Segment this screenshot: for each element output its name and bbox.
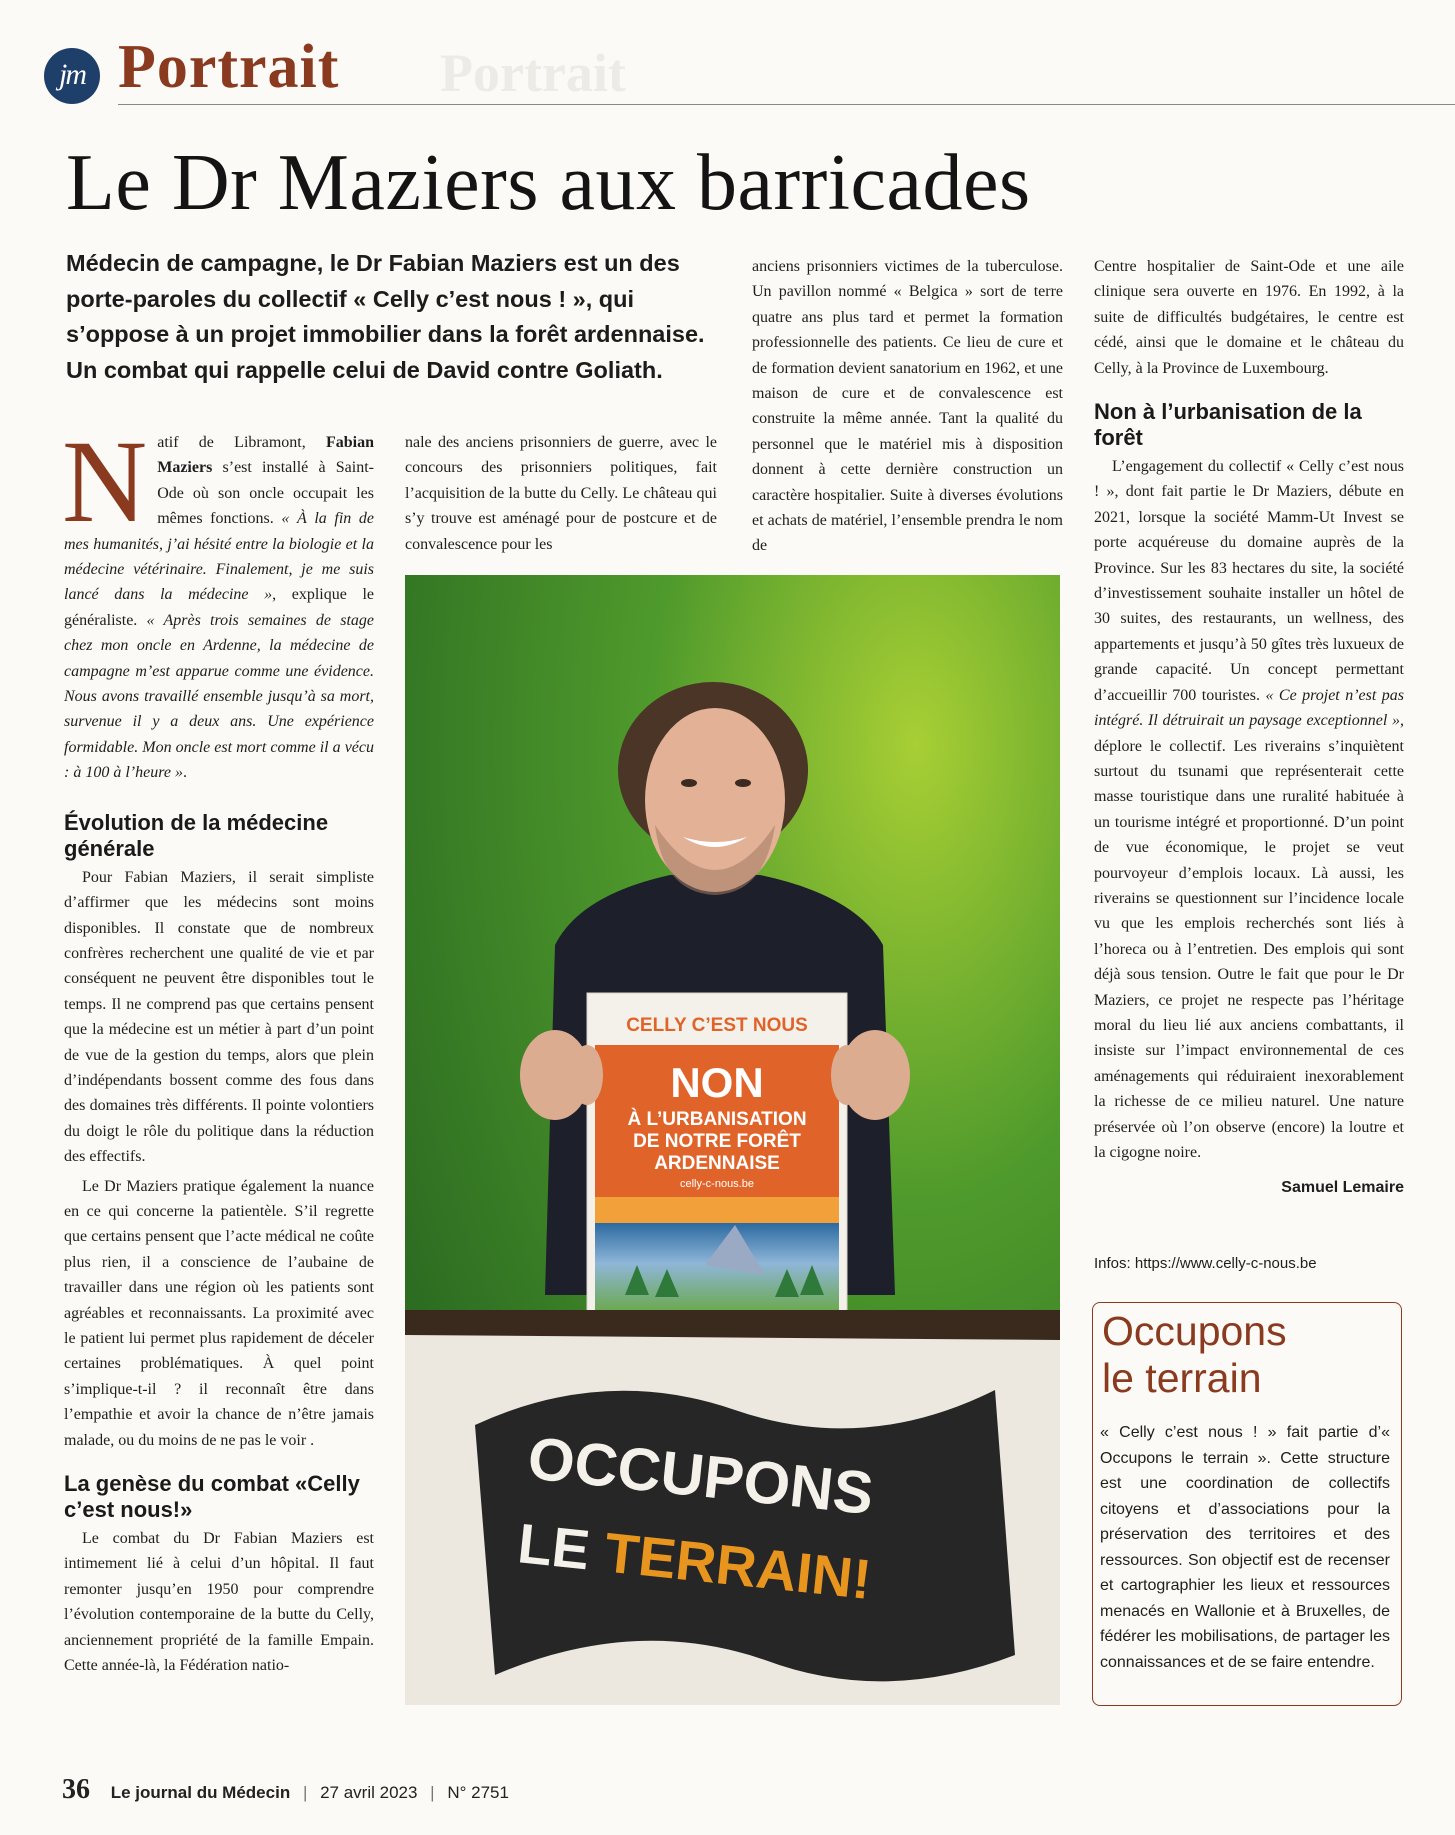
- subheading-urbanisation: Non à l’urbanisation de la forêt: [1094, 399, 1362, 451]
- poster-line: À L’URBANISATION: [627, 1109, 807, 1130]
- intro-paragraph: [62, 416, 375, 786]
- body-text: , déplore le collectif. Les riverains s’inquiètent surtout du tsunami que représenterait cette masse touristique dans une ruralité habituée à un tourisme intégré et proportionné. D’un point de vue économique, le projet se veut pourvoyeur d’emplois locaux. Là aussi, les riverains se questionnent sur l’incidence locale vu que les emplois recherchés sont liés à l’horeca ou à l’entretien. Des emplois qui sont déjà sous tension. Outre le fait que pour le Dr Maziers, ce projet ne respecte pas l’héritage moral du lieu lié aux anciens combattants, il insiste sur l’impact environnemental de ces aménagements qui réduiraient inexorablement la richesse de ce milieu naturel. Une nature préservée où l’on observe (encore) la loutre et la cigogne noire.: [1094, 712, 1404, 1161]
- poster-yellow-band: [595, 1197, 839, 1223]
- body-paragraph: Centre hospitalier de Saint-Ode et une aile clinique sera ouverte en 1976. En 1992, à la suite de difficultés budgétaires, le centre est cédé, ainsi que le domaine et le château du Celly, à la Province de Luxembourg.: [1094, 258, 1404, 377]
- poster-line: ARDENNAISE: [654, 1153, 780, 1174]
- separator: |: [302, 1783, 308, 1802]
- rubric-ghost-text: Portrait: [440, 43, 626, 103]
- article-column-2: [405, 430, 717, 557]
- body-paragraph: nale des anciens prisonniers de guerre, avec le concours des prisonniers politiques, fait l’acquisition de la butte du Celly. Le château qui s’y trouve est aménagé pour de postcure et de convalescence pour les: [405, 434, 717, 553]
- body-paragraph: Le Dr Maziers pratique également la nuance en ce qui concerne la patientèle. S’il regrette que certains pensent que l’acte médical ne coûte plus rien, il a conscience de l’aubaine de travailler dans une région où les patients sont agréables et reconnaissants. La proximité avec le patient lui permet plus rapidement de déceler certaines problématiques. À quel point s’implique-t-il ? il reconnaît être dans l’empathie et avoir la chance de n’être jamais malade, ou du moins de ne pas le voir .: [64, 1177, 374, 1449]
- flag-text-terrain-word: TERRAIN!: [601, 1520, 875, 1612]
- issue-date: 27 avril 2023: [320, 1783, 418, 1802]
- article-column-1: [62, 416, 375, 1678]
- page-number: 36: [62, 1774, 90, 1805]
- flag-banner: [405, 1335, 1060, 1705]
- intro-text: .: [182, 764, 187, 782]
- poster-header: CELLY C’EST NOUS: [626, 1015, 808, 1036]
- body-paragraph: Le combat du Dr Fabian Maziers est intimement lié à celui d’un hôpital. Il faut remonter jusqu’en 1950 pour comprendre l’évolution contemporaine de la butte du Celly, anciennement propriété de la famille Empain. Cette année-là, la Fédération natio-: [64, 1530, 374, 1675]
- drop-cap: N: [62, 416, 148, 547]
- quote: « À la fin de mes humanités, j’ai hésité entre la biologie et la médecine vétérinaire. Finalement, je me suis lancé dans la médecine »: [64, 510, 374, 604]
- body-text: L’engagement du collectif « Celly c’est nous ! », dont fait partie le Dr Maziers, débute en 2021, lorsque la société Mamm-Ut Invest se porte acquéreuse du domaine auprès de la Province. Sur les 83 hectares du site, la société d’investissement souhaite installer un hôtel de 30 suites, des restaurants, un wellness, des appartements et jusqu’à 50 gîtes très luxueux de grande capacité. Un concept permettant d’accueillir 700 touristes.: [1094, 458, 1404, 704]
- sidebar-box-body: « Celly c’est nous ! » fait partie d’« Occupons le terrain ». Cette structure est une coordination de collectifs citoyens et d’associations pour la préservation des territoires et des ressources. Son objectif est de recenser et cartographier les lieux et ressources menacés en Wallonie et à Bruxelles, de fédérer les mobilisations, de partager les connaissances et de se faire entendre.: [1100, 1424, 1390, 1671]
- photo-illustration: [405, 575, 1060, 1705]
- poster-url: celly-c-nous.be: [680, 1178, 754, 1190]
- box-title-line: le terrain: [1102, 1355, 1262, 1401]
- eye: [735, 779, 751, 787]
- body-paragraph: anciens prisonniers victimes de la tuberculose. Un pavillon nommé « Belgica » sort de terre quatre ans plus tard et permet la formation professionnelle des patients. Ce lieu de cure et de formation devient sanatorium en 1962, et une maison de cure et de convalescence est construite la même année. Tant la qualité du personnel que le matériel mis à disposition donnent à cette dernière construction un caractère hospitalier. Suite à diverses évolutions et achats de matériel, l’ensemble prendra le nom de: [752, 258, 1063, 555]
- flag-text-le: LE: [514, 1511, 609, 1584]
- article-headline: Le Dr Maziers aux barricades: [66, 139, 1031, 227]
- protest-poster: [587, 993, 847, 1328]
- separator: |: [430, 1783, 435, 1802]
- sidebar-box-title: [1102, 1308, 1382, 1402]
- article-lead: Médecin de campagne, le Dr Fabian Maziers est un des porte-paroles du collectif « Celly c’est nous ! », qui s’oppose à un projet immobilier dans la forêt ardennaise. Un combat qui rappelle celui de David contre Goliath.: [66, 250, 705, 383]
- body-paragraph: [1094, 454, 1404, 1165]
- subheading-genese: La genèse du combat «Celly c’est nous!»: [64, 1471, 360, 1523]
- intro-text: s’est installé à Saint-Ode où son oncle occupait les mêmes fonctions.: [157, 459, 374, 528]
- flag-text-occupons: OCCUPONS: [524, 1424, 877, 1528]
- quote: « Ce projet n’est pas intégré. Il détruirait un paysage exceptionnel »: [1094, 686, 1404, 730]
- subheading-evolution: Évolution de la médecine générale: [64, 809, 329, 861]
- subject-name: Fabian Maziers: [157, 434, 374, 477]
- box-title-line: Occupons: [1102, 1308, 1287, 1354]
- portrait-photo: [405, 575, 1060, 1705]
- fingers: [571, 1045, 603, 1105]
- poster-landscape: [595, 1223, 839, 1313]
- info-link[interactable]: Infos: https://www.celly-c-nous.be: [1094, 1255, 1317, 1272]
- quote: « Après trois semaines de stage chez mon oncle en Ardenne, la médecine de campagne m’est apparue comme une évidence. Nous avons travaillé ensemble jusqu’à sa mort, survenue il y a deux ans. Une expérience formidable. Mon oncle est mort comme il a vécu : à 100 à l’heure »: [64, 611, 374, 782]
- poster-line: DE NOTRE FORÊT: [633, 1131, 801, 1152]
- header-rule: [118, 104, 1455, 105]
- article-column-4: [1094, 254, 1404, 1201]
- issue-number: N° 2751: [447, 1783, 509, 1802]
- intro-text: atif de Libramont,: [157, 434, 326, 451]
- intro-text: , explique le généraliste.: [64, 586, 375, 629]
- article-column-3: [752, 254, 1063, 559]
- journal-logo: jm: [44, 48, 100, 104]
- rubric-title: Portrait: [118, 33, 340, 101]
- author-signature: Samuel Lemaire: [1281, 1179, 1404, 1197]
- eye: [681, 779, 697, 787]
- poster-non: NON: [670, 1059, 764, 1106]
- journal-name: Le journal du Médecin: [110, 1783, 291, 1802]
- fingers: [831, 1045, 863, 1105]
- page-footer: [62, 1774, 509, 1806]
- body-paragraph: Pour Fabian Maziers, il serait simpliste d’affirmer que les médecins sont moins disponibles. Il constate que de nombreux confrères recherchent une qualité de vie et par conséquent ne peuvent être disponibles tout le temps. Il ne comprend pas que certains pensent que la médecine est un métier à part d’un point de vue de la gestion du temps, alors que plein d’indépendants bossent comme des fous dans des domaines très différents. Il pointe volontiers du doigt le rôle du politique dans la réduction des effectifs.: [64, 868, 374, 1166]
